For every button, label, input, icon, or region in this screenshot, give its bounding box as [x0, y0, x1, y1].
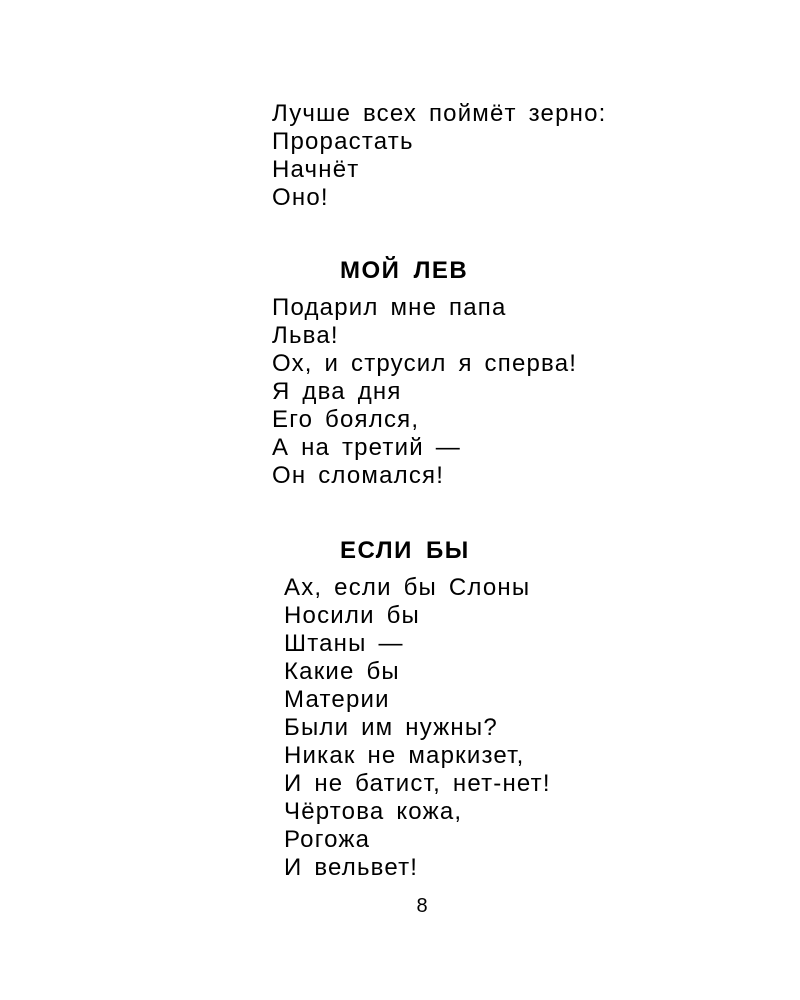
poem-title-if: ЕСЛИ БЫ [340, 537, 470, 564]
verse-line: Начнёт [272, 156, 360, 183]
poem-lion-body [272, 294, 577, 490]
poem-title-lion: МОЙ ЛЕВ [340, 257, 469, 284]
verse-line: Ах, если бы Слоны [284, 574, 531, 601]
verse-line: Рогожа [284, 826, 371, 853]
verse-line: Его боялся, [272, 406, 420, 433]
verse-line: Ох, и струсил я сперва! [272, 350, 578, 377]
verse-line: Оно! [272, 184, 329, 211]
verse-line: Штаны — [284, 630, 404, 657]
poem-if-body [284, 574, 551, 882]
verse-line: Никак не маркизет, [284, 742, 525, 769]
verse-line: Прорастать [272, 128, 414, 155]
verse-line: И вельвет! [284, 854, 419, 881]
verse-line: Чёртова кожа, [284, 798, 463, 825]
verse-line: Какие бы [284, 658, 400, 685]
verse-line: Были им нужны? [284, 714, 498, 741]
verse-line: Материи [284, 686, 390, 713]
verse-line: Подарил мне папа [272, 294, 507, 321]
verse-line: Носили бы [284, 602, 420, 629]
verse-line: А на третий — [272, 434, 461, 461]
stanza-intro [272, 100, 607, 212]
verse-line: Льва! [272, 322, 339, 349]
verse-line: Лучше всех поймёт зерно: [272, 100, 607, 127]
verse-line: Я два дня [272, 378, 402, 405]
page-number: 8 [416, 895, 428, 917]
verse-line: Он сломался! [272, 462, 445, 489]
verse-line: И не батист, нет-нет! [284, 770, 551, 797]
